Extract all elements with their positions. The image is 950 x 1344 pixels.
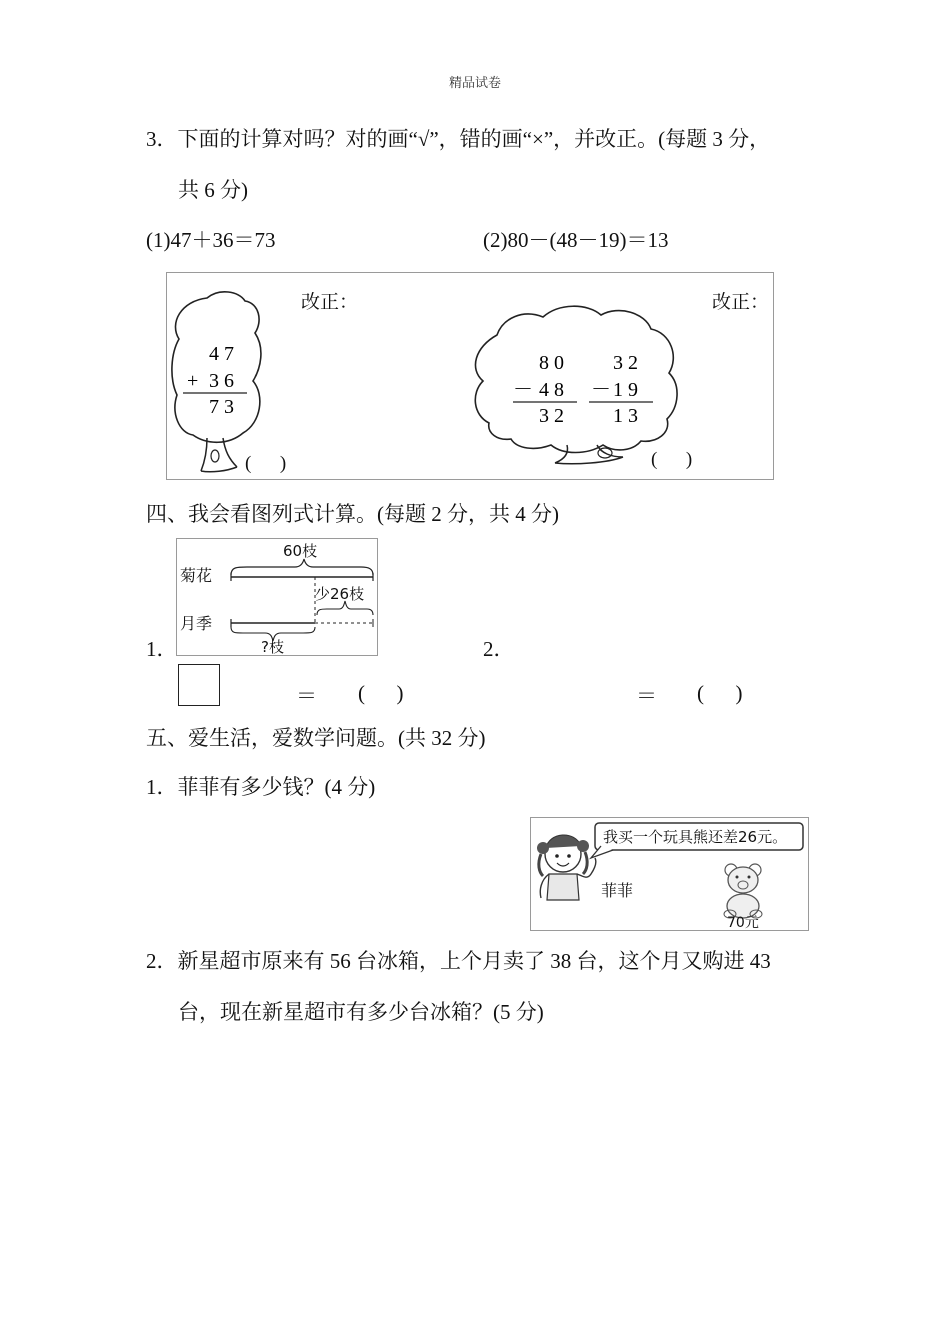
calc2b-top: 3 2 xyxy=(613,352,638,374)
q3-problem-1: (1)47＋36＝73 xyxy=(146,228,276,252)
q3-title-cont: 共 6 分) xyxy=(178,178,248,202)
calc1-bottom: 3 6 xyxy=(209,370,234,392)
calc1-result: 7 3 xyxy=(209,396,234,418)
label-difference: 少26枝 xyxy=(315,585,365,603)
calc2a-top: 8 0 xyxy=(539,352,564,374)
q5-title: 五、爱生活，爱数学问题。(共 32 分) xyxy=(146,726,486,750)
answer-box[interactable] xyxy=(178,664,220,706)
answer-paren-4[interactable]: ( ) xyxy=(697,681,743,705)
calc2a-op: － xyxy=(513,379,533,401)
label-chrysanthemum: 菊花 xyxy=(180,566,213,585)
label-unknown: ?枝 xyxy=(261,638,284,656)
bear-price: 70元 xyxy=(727,915,759,931)
girl-name: 菲菲 xyxy=(601,881,634,900)
q3-problem-2: (2)80－(48－19)＝13 xyxy=(483,228,669,252)
calc2b-op: － xyxy=(591,379,611,401)
calc2b-result: 1 3 xyxy=(613,405,638,427)
calc1-op: + xyxy=(187,370,199,392)
equals-sign-2: ＝ xyxy=(636,684,657,708)
page-header: 精品试卷 xyxy=(448,75,501,90)
answer-paren-2[interactable]: ( ) xyxy=(651,449,693,470)
q4-title: 四、我会看图列式计算。(每题 2 分，共 4 分) xyxy=(146,502,559,526)
speech-bubble-text: 我买一个玩具熊还差26元。 xyxy=(603,828,788,846)
q5-item-1: 1．菲菲有多少钱？(4 分) xyxy=(146,775,376,799)
calc2a-result: 3 2 xyxy=(539,405,564,427)
answer-paren-3[interactable]: ( ) xyxy=(358,681,404,705)
fix-label-2: 改正： xyxy=(712,291,770,313)
calc2a-bottom: 4 8 xyxy=(539,379,564,401)
q4-item-1-number: 1． xyxy=(146,637,178,661)
label-total: 60枝 xyxy=(283,542,318,560)
q5-illustration-box xyxy=(530,817,809,931)
q3-figure-box xyxy=(166,272,774,480)
calc1-top: 4 7 xyxy=(209,343,234,365)
q4-diagram-box xyxy=(176,538,378,656)
answer-paren-1[interactable]: ( ) xyxy=(245,453,287,474)
q5-item-2-line-1: 2．新星超市原来有 56 台冰箱，上个月卖了 38 台，这个月又购进 43 xyxy=(146,949,771,973)
label-rose: 月季 xyxy=(180,614,213,633)
q3-title: 3．下面的计算对吗？对的画“√”，错的画“×”，并改正。(每题 3 分， xyxy=(146,127,771,151)
q5-item-2-line-2: 台，现在新星超市有多少台冰箱？(5 分) xyxy=(178,1000,544,1024)
equals-sign-1: ＝ xyxy=(296,684,317,708)
fix-label-1: 改正： xyxy=(301,291,359,313)
calc2b-bottom: 1 9 xyxy=(613,379,638,401)
q4-item-2-number: 2． xyxy=(483,637,515,661)
